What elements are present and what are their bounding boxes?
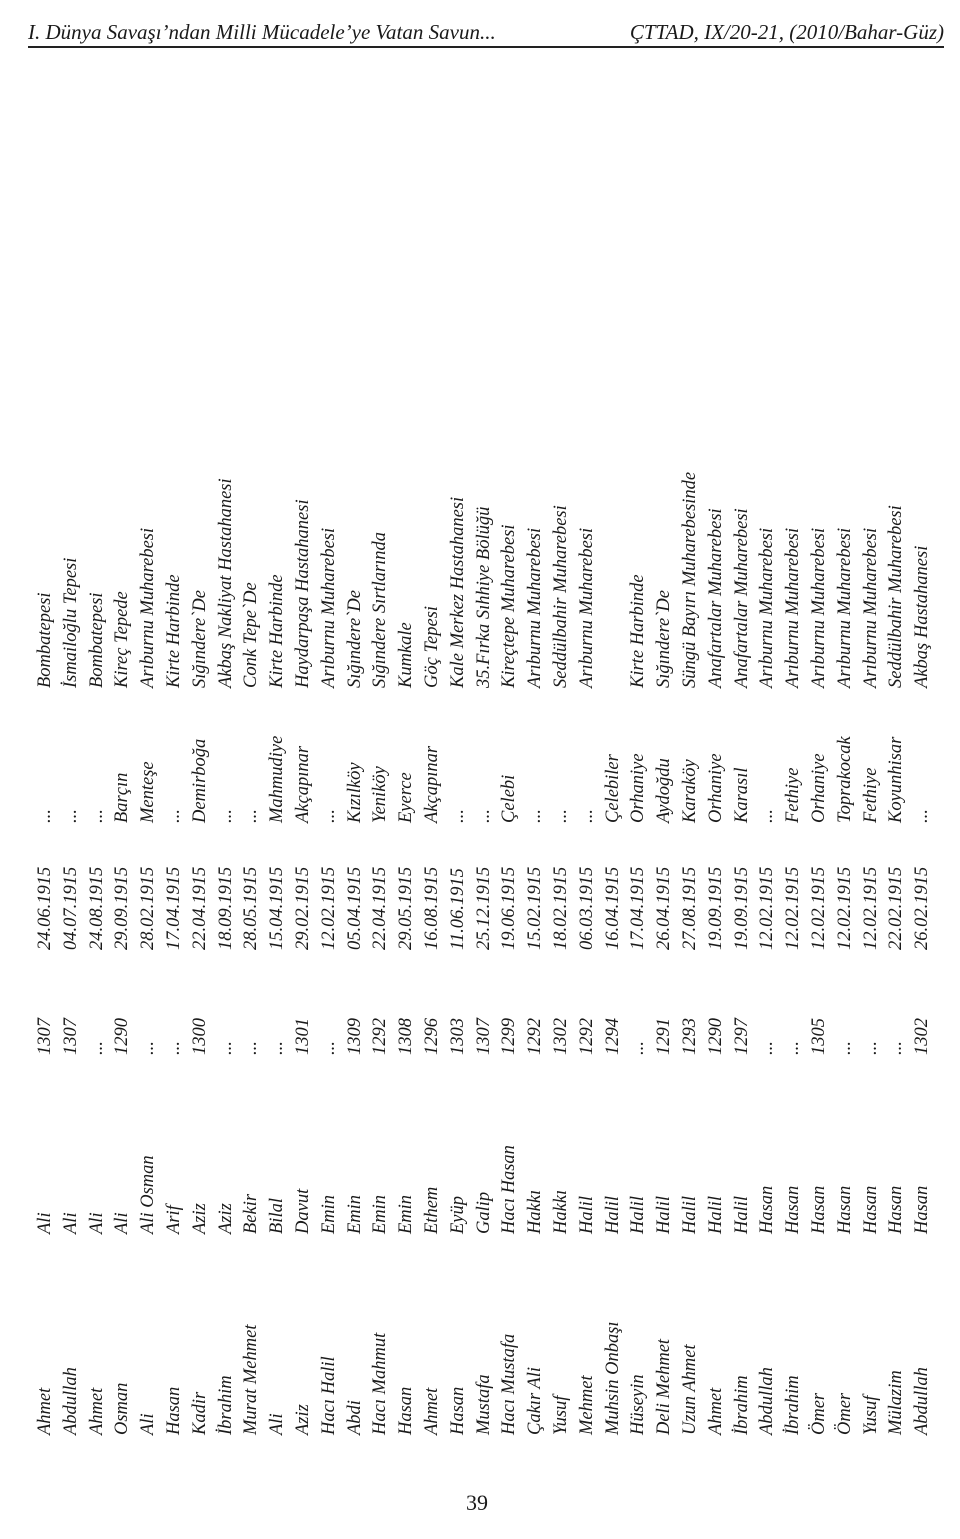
- death-location-cell: Sığındere`De: [189, 590, 210, 688]
- hometown-cell: Çelebi: [499, 774, 520, 823]
- name-cell: Ali: [267, 1413, 288, 1435]
- father-name-cell: Bilal: [267, 1198, 288, 1234]
- death-location-cell: Arıburnu Muharebesi: [138, 527, 159, 688]
- table-row: [809, 95, 835, 1435]
- birth-year-cell: 1292: [370, 1018, 391, 1055]
- name-cell: Mehmet: [576, 1375, 597, 1435]
- hometown-cell: ...: [318, 809, 339, 823]
- father-name-cell: Emin: [318, 1194, 339, 1234]
- death-location-cell: Seddülbahir Muharebesi: [886, 505, 907, 688]
- father-name-cell: Ethem: [422, 1186, 442, 1234]
- death-location-cell: Kireçtepe Muharebesi: [499, 524, 520, 688]
- hometown-cell: Mahmudiye: [267, 735, 288, 823]
- death-date-cell: 11.06.1915: [447, 868, 468, 950]
- death-date-cell: 15.04.1915: [267, 866, 288, 950]
- father-name-cell: Hasan: [886, 1185, 907, 1234]
- death-date-cell: 12.02.1915: [860, 866, 881, 950]
- death-location-cell: Kireç Tepede: [112, 591, 133, 688]
- table-row: [370, 95, 396, 1435]
- table-row: [912, 95, 938, 1435]
- name-cell: İbrahim: [783, 1375, 804, 1435]
- table-row: [216, 95, 242, 1435]
- father-name-cell: Halil: [680, 1195, 700, 1234]
- death-date-cell: 12.02.1915: [809, 866, 829, 950]
- birth-year-cell: 1307: [35, 1018, 55, 1055]
- birth-year-cell: ...: [783, 1041, 804, 1055]
- death-date-cell: 24.06.1915: [35, 866, 55, 950]
- hometown-cell: ...: [473, 809, 494, 823]
- hometown-cell: ...: [60, 809, 81, 823]
- journal-citation: ÇTTAD, IX/20-21, (2010/Bahar-Güz): [629, 20, 944, 44]
- hometown-cell: ...: [757, 809, 778, 823]
- death-date-cell: 22.04.1915: [370, 866, 391, 950]
- birth-year-cell: 1308: [396, 1018, 417, 1055]
- death-location-cell: Kale Merkez Hastahanesi: [447, 496, 468, 688]
- death-date-cell: 22.04.1915: [189, 866, 210, 950]
- death-date-cell: 18.02.1915: [551, 866, 571, 950]
- hometown-cell: ...: [86, 809, 107, 823]
- death-location-cell: Bombatepesi: [35, 592, 55, 688]
- death-date-cell: 28.02.1915: [138, 866, 159, 950]
- birth-year-cell: 1290: [705, 1018, 726, 1055]
- name-cell: Mustafa: [473, 1374, 494, 1435]
- death-date-cell: 15.02.1915: [525, 866, 546, 950]
- death-date-cell: 16.04.1915: [602, 866, 623, 950]
- table-row: [448, 95, 474, 1435]
- death-date-cell: 12.02.1915: [757, 866, 778, 950]
- death-date-cell: 24.08.1915: [86, 866, 107, 950]
- name-cell: Ali: [138, 1413, 159, 1435]
- name-cell: Murat Mehmet: [241, 1324, 262, 1435]
- hometown-cell: ...: [35, 809, 55, 823]
- name-cell: Yusuf: [860, 1395, 881, 1435]
- birth-year-cell: ...: [267, 1041, 288, 1055]
- name-cell: Abdullah: [912, 1367, 933, 1435]
- death-date-cell: 12.02.1915: [834, 866, 855, 950]
- death-location-cell: Arıburnu Muharebesi: [525, 527, 546, 688]
- death-location-cell: Arıburnu Muharebesi: [860, 527, 881, 688]
- name-cell: Hüseyin: [628, 1374, 649, 1435]
- birth-year-cell: 1307: [60, 1018, 81, 1055]
- header-rule: [28, 46, 944, 48]
- death-location-cell: Sığındere Sırtlarında: [370, 531, 391, 688]
- father-name-cell: Hasan: [757, 1185, 778, 1234]
- father-name-cell: Galip: [473, 1191, 494, 1234]
- running-title: I. Dünya Savaşı’ndan Milli Mücadele’ye Vatan Savun...: [28, 20, 496, 44]
- father-name-cell: Ali Osman: [138, 1155, 159, 1234]
- name-cell: Hacı Halil: [318, 1356, 339, 1435]
- father-name-cell: Bekir: [241, 1193, 262, 1234]
- hometown-cell: Koyunhisar: [886, 736, 907, 823]
- birth-year-cell: 1294: [602, 1018, 623, 1055]
- father-name-cell: Hasan: [834, 1185, 855, 1234]
- death-location-cell: Arıburnu Muharebesi: [757, 527, 778, 688]
- hometown-cell: Kızılköy: [344, 762, 365, 823]
- death-location-cell: Arıburnu Muharebesi: [809, 527, 829, 688]
- birth-year-cell: 1297: [731, 1018, 752, 1055]
- table-row: [680, 95, 706, 1435]
- death-location-cell: Kirte Harbinde: [164, 574, 184, 688]
- name-cell: Aziz: [293, 1404, 313, 1435]
- table-row: [886, 95, 912, 1435]
- death-date-cell: 19.09.1915: [705, 866, 726, 950]
- hometown-cell: Orhaniye: [705, 753, 726, 823]
- hometown-cell: Menteşe: [138, 761, 159, 823]
- father-name-cell: Hasan: [783, 1185, 804, 1234]
- father-name-cell: Halil: [628, 1195, 649, 1234]
- name-cell: Uzun Ahmet: [680, 1344, 700, 1435]
- death-date-cell: 29.09.1915: [112, 866, 133, 950]
- hometown-cell: ...: [241, 809, 262, 823]
- hometown-cell: Çelebiler: [602, 754, 623, 823]
- birth-year-cell: 1292: [525, 1018, 546, 1055]
- hometown-cell: Barçın: [112, 772, 133, 823]
- hometown-cell: Fethiye: [783, 767, 804, 823]
- hometown-cell: ...: [912, 809, 933, 823]
- father-name-cell: Ali: [86, 1212, 107, 1234]
- hometown-cell: ...: [215, 809, 236, 823]
- hometown-cell: Eyerce: [396, 772, 417, 823]
- table-row: [267, 95, 293, 1435]
- father-name-cell: Hacı Hasan: [499, 1145, 520, 1234]
- father-name-cell: Halil: [654, 1195, 675, 1234]
- death-location-cell: Göç Tepesi: [422, 605, 442, 688]
- hometown-cell: ...: [164, 809, 184, 823]
- page-header: [28, 14, 944, 46]
- hometown-cell: Akçapınar: [422, 745, 442, 823]
- birth-year-cell: ...: [138, 1041, 159, 1055]
- name-cell: Abdullah: [60, 1367, 81, 1435]
- death-date-cell: 28.05.1915: [241, 866, 262, 950]
- birth-year-cell: ...: [628, 1041, 649, 1055]
- death-date-cell: 12.02.1915: [318, 866, 339, 950]
- name-cell: Ömer: [809, 1392, 829, 1435]
- death-date-cell: 26.02.1915: [912, 866, 933, 950]
- death-date-cell: 17.04.1915: [628, 866, 649, 950]
- death-location-cell: Süngü Bayırı Muharebesinde: [680, 471, 700, 688]
- hometown-cell: Demirboğa: [189, 738, 210, 823]
- death-date-cell: 19.06.1915: [499, 866, 520, 950]
- birth-year-cell: ...: [757, 1041, 778, 1055]
- death-date-cell: 22.02.1915: [886, 866, 907, 950]
- father-name-cell: Hakkı: [525, 1189, 546, 1234]
- death-location-cell: Kirte Harbinde: [267, 574, 288, 688]
- table-row: [35, 95, 61, 1435]
- father-name-cell: Hasan: [809, 1185, 829, 1234]
- death-location-cell: Anafartalar Muharebesi: [731, 508, 752, 688]
- table-row: [551, 95, 577, 1435]
- birth-year-cell: 1305: [809, 1018, 829, 1055]
- name-cell: Hasan: [164, 1386, 184, 1435]
- father-name-cell: Aziz: [189, 1203, 210, 1234]
- hometown-cell: ...: [447, 809, 468, 823]
- birth-year-cell: 1309: [344, 1018, 365, 1055]
- name-cell: İbrahim: [731, 1375, 752, 1435]
- birth-year-cell: ...: [86, 1041, 107, 1055]
- death-location-cell: Kumkale: [396, 622, 417, 688]
- table-row: [783, 95, 809, 1435]
- name-cell: Deli Mehmet: [654, 1338, 675, 1435]
- table-row: [525, 95, 551, 1435]
- death-date-cell: 17.04.1915: [164, 866, 184, 950]
- birth-year-cell: ...: [860, 1041, 881, 1055]
- name-cell: Çakır Ali: [525, 1366, 546, 1435]
- table-row: [138, 95, 164, 1435]
- name-cell: Abdullah: [757, 1367, 778, 1435]
- father-name-cell: Ali: [35, 1212, 55, 1234]
- hometown-cell: Orhaniye: [628, 753, 649, 823]
- death-location-cell: Arıburnu Muharebesi: [318, 527, 339, 688]
- death-location-cell: Bombatepesi: [86, 592, 107, 688]
- death-date-cell: 25.12.1915: [473, 866, 494, 950]
- death-location-cell: Akbaş Hastahanesi: [912, 545, 933, 688]
- birth-year-cell: ...: [834, 1041, 855, 1055]
- table-row: [345, 95, 371, 1435]
- death-date-cell: 19.09.1915: [731, 866, 752, 950]
- hometown-cell: ...: [576, 809, 597, 823]
- name-cell: Ahmet: [35, 1387, 55, 1435]
- death-location-cell: Haydarpaşa Hastahanesi: [293, 499, 313, 688]
- father-name-cell: Hasan: [912, 1185, 933, 1234]
- hometown-cell: ...: [525, 809, 546, 823]
- table-row: [474, 95, 500, 1435]
- name-cell: Yusuf: [551, 1395, 571, 1435]
- death-location-cell: Arıburnu Muharebesi: [834, 527, 855, 688]
- death-date-cell: 26.04.1915: [654, 866, 675, 950]
- death-location-cell: Kirte Harbinde: [628, 574, 649, 688]
- father-name-cell: Halil: [576, 1195, 597, 1234]
- name-cell: Ahmet: [86, 1387, 107, 1435]
- death-location-cell: İsmailoğlu Tepesi: [60, 557, 81, 688]
- father-name-cell: Ali: [60, 1212, 81, 1234]
- death-date-cell: 27.08.1915: [680, 866, 700, 950]
- birth-year-cell: ...: [164, 1041, 184, 1055]
- name-cell: Muhsin Onbaşı: [602, 1321, 623, 1435]
- hometown-cell: ...: [551, 809, 571, 823]
- birth-year-cell: 1307: [473, 1018, 494, 1055]
- table-row: [241, 95, 267, 1435]
- birth-year-cell: ...: [215, 1041, 236, 1055]
- name-cell: Hacı Mustafa: [499, 1333, 520, 1435]
- hometown-cell: Karaköy: [680, 759, 700, 823]
- birth-year-cell: 1302: [551, 1018, 571, 1055]
- name-cell: Ahmet: [705, 1387, 726, 1435]
- father-name-cell: Ali: [112, 1212, 133, 1234]
- table-row: [835, 95, 861, 1435]
- birth-year-cell: 1293: [680, 1018, 700, 1055]
- hometown-cell: Fethiye: [860, 767, 881, 823]
- birth-year-cell: 1296: [422, 1018, 442, 1055]
- death-date-cell: 04.07.1915: [60, 866, 81, 950]
- name-cell: Ahmet: [422, 1387, 442, 1435]
- father-name-cell: Emin: [344, 1194, 365, 1234]
- table-row: [628, 95, 654, 1435]
- hometown-cell: Yeniköy: [370, 766, 391, 823]
- death-date-cell: 05.04.1915: [344, 866, 365, 950]
- table-row: [396, 95, 422, 1435]
- casualty-table: [25, 95, 941, 1435]
- name-cell: Osman: [112, 1382, 133, 1435]
- table-row: [706, 95, 732, 1435]
- birth-year-cell: 1301: [293, 1018, 313, 1055]
- birth-year-cell: ...: [886, 1041, 907, 1055]
- table-row: [422, 95, 448, 1435]
- name-cell: Hacı Mahmut: [370, 1332, 391, 1435]
- death-location-cell: Akbaş Nakliyat Hastahanesi: [215, 478, 236, 688]
- birth-year-cell: 1292: [576, 1018, 597, 1055]
- name-cell: Hasan: [447, 1386, 468, 1435]
- father-name-cell: Emin: [370, 1194, 391, 1234]
- table-row: [61, 95, 87, 1435]
- birth-year-cell: 1303: [447, 1018, 468, 1055]
- table-row: [112, 95, 138, 1435]
- hometown-cell: Aydoğdu: [654, 758, 675, 823]
- hometown-cell: Akçapınar: [293, 745, 313, 823]
- father-name-cell: Halil: [602, 1195, 623, 1234]
- death-location-cell: Arıburnu Muharebesi: [576, 527, 597, 688]
- table-row: [732, 95, 758, 1435]
- table-row: [190, 95, 216, 1435]
- name-cell: Kadir: [189, 1391, 210, 1435]
- table-row: [861, 95, 887, 1435]
- death-location-cell: Sığındere`De: [344, 590, 365, 688]
- name-cell: Hasan: [396, 1386, 417, 1435]
- table-row: [164, 95, 190, 1435]
- death-location-cell: Sığındere`De: [654, 590, 675, 688]
- death-date-cell: 29.02.1915: [293, 866, 313, 950]
- father-name-cell: Hakkı: [551, 1189, 571, 1234]
- death-location-cell: 35.Fırka Sıhhiye Bölüğü: [473, 506, 494, 688]
- father-name-cell: Aziz: [215, 1203, 236, 1234]
- death-date-cell: 16.08.1915: [422, 866, 442, 950]
- death-date-cell: 18.09.1915: [215, 866, 236, 950]
- death-date-cell: 12.02.1915: [783, 866, 804, 950]
- father-name-cell: Arif: [164, 1205, 184, 1234]
- birth-year-cell: 1300: [189, 1018, 210, 1055]
- father-name-cell: Davut: [293, 1188, 313, 1234]
- death-location-cell: Anafartalar Muharebesi: [705, 508, 726, 688]
- table-row: [577, 95, 603, 1435]
- birth-year-cell: ...: [241, 1041, 262, 1055]
- death-location-cell: Conk Tepe`De: [241, 582, 262, 688]
- death-date-cell: 29.05.1915: [396, 866, 417, 950]
- name-cell: Mülazim: [886, 1370, 907, 1435]
- father-name-cell: Halil: [705, 1195, 726, 1234]
- father-name-cell: Eyüp: [447, 1195, 468, 1234]
- table-row: [603, 95, 629, 1435]
- name-cell: Abdi: [344, 1400, 365, 1435]
- father-name-cell: Hasan: [860, 1185, 881, 1234]
- table-row: [499, 95, 525, 1435]
- page-number: 39: [466, 1490, 488, 1515]
- birth-year-cell: 1291: [654, 1018, 675, 1055]
- table-row: [757, 95, 783, 1435]
- hometown-cell: Orhaniye: [809, 753, 829, 823]
- father-name-cell: Halil: [731, 1195, 752, 1234]
- father-name-cell: Emin: [396, 1194, 417, 1234]
- table-row: [654, 95, 680, 1435]
- table-row: [319, 95, 345, 1435]
- hometown-cell: Toprakocak: [834, 736, 855, 823]
- birth-year-cell: 1290: [112, 1018, 133, 1055]
- table-row: [293, 95, 319, 1435]
- death-location-cell: Seddülbahir Muharebesi: [551, 505, 571, 688]
- hometown-cell: Karasıl: [731, 767, 752, 823]
- death-date-cell: 06.03.1915: [576, 866, 597, 950]
- death-location-cell: Arıburnu Muharebesi: [783, 527, 804, 688]
- birth-year-cell: 1299: [499, 1018, 520, 1055]
- birth-year-cell: 1302: [912, 1018, 933, 1055]
- name-cell: Ömer: [834, 1392, 855, 1435]
- birth-year-cell: ...: [318, 1041, 339, 1055]
- table-row: [87, 95, 113, 1435]
- name-cell: İbrahim: [215, 1375, 236, 1435]
